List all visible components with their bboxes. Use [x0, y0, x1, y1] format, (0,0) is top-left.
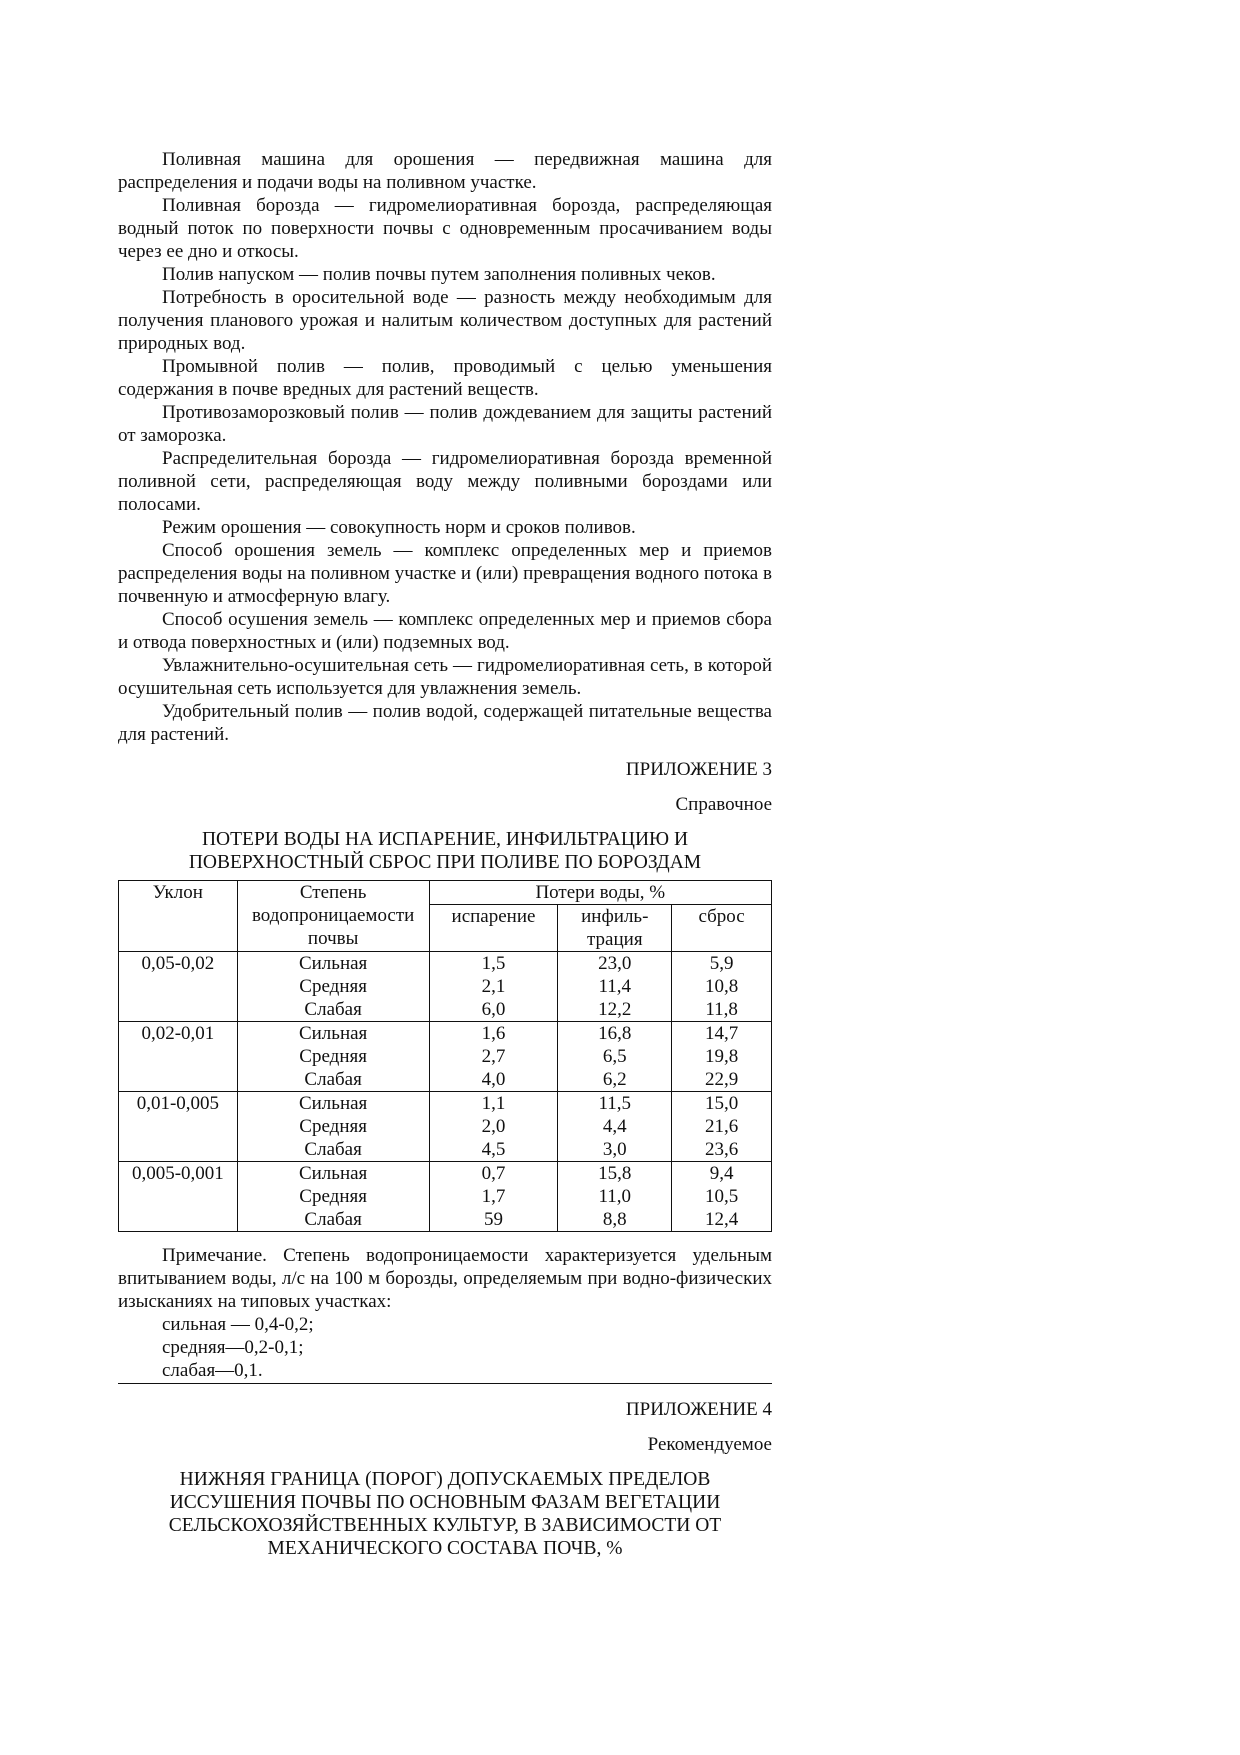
appendix-4-heading: ПРИЛОЖЕНИЕ 4 — [625, 1399, 772, 1420]
permeability-cell: Сильная Средняя Слабая — [237, 952, 429, 1022]
slope-cell: 0,02-0,01 — [119, 1022, 238, 1092]
definition-paragraph: Режим орошения — совокупность норм и сроков поливов. — [162, 517, 636, 538]
appendix-3-kind: Справочное — [675, 794, 772, 815]
definition-paragraph: Потребность в оросительной воде — разность между необходимым для получения планового урожая и налитым количеством доступных для растений природных вод. — [118, 287, 772, 354]
definition-paragraph: Поливная машина для орошения — передвижная машина для распределения и подачи воды на поливном участке. — [118, 149, 772, 193]
horizontal-divider — [118, 1383, 772, 1384]
document-page — [118, 148, 772, 1560]
note-text: Примечание. Степень водопроницаемости характеризуется удельным впитыванием воды, л/с на 100 м борозды, определяемым при водно-физических изысканиях на типовых участках: — [118, 1245, 772, 1312]
note-item: сильная — 0,4-0,2; — [162, 1314, 314, 1335]
permeability-cell: Сильная Средняя Слабая — [237, 1022, 429, 1092]
runoff-cell: 14,7 19,8 22,9 — [672, 1022, 772, 1092]
definition-paragraph: Поливная борозда — гидромелиоративная борозда, распределяющая водный поток по поверхности почвы с одновременным просачиванием воды через ее дно и откосы. — [118, 195, 772, 262]
definition-paragraph: Промывной полив — полив, проводимый с целью уменьшения содержания в почве вредных для растений веществ. — [118, 356, 772, 400]
table-row — [119, 1162, 772, 1232]
infiltration-cell: 23,0 11,4 12,2 — [558, 952, 672, 1022]
permeability-cell: Сильная Средняя Слабая — [237, 1092, 429, 1162]
table-note — [118, 1244, 772, 1382]
header-runoff: сброс — [672, 905, 772, 952]
evaporation-cell: 1,5 2,1 6,0 — [429, 952, 558, 1022]
definition-paragraph: Увлажнительно-осушительная сеть — гидромелиоративная сеть, в которой осушительная сеть используется для увлажнения земель. — [118, 655, 772, 699]
definition-paragraph: Способ осушения земель — комплекс определенных мер и приемов сбора и отвода поверхностных и (или) подземных вод. — [118, 609, 772, 653]
definition-paragraph: Удобрительный полив — полив водой, содержащей питательные вещества для растений. — [118, 701, 772, 745]
slope-cell: 0,01-0,005 — [119, 1092, 238, 1162]
definition-paragraph: Распределительная борозда — гидромелиоративная борозда временной поливной сети, распределяющая воду между поливными бороздами или полосами. — [118, 448, 772, 515]
header-slope: Уклон — [119, 881, 238, 952]
definitions-section — [118, 148, 772, 746]
appendix-4-kind: Рекомендуемое — [647, 1434, 772, 1455]
definition-paragraph: Способ орошения земель — комплекс определенных мер и приемов распределения воды на поливном участке и (или) превращения водного потока в почвенную и атмосферную влагу. — [118, 540, 772, 607]
header-evaporation: испарение — [429, 905, 558, 952]
slope-cell: 0,005-0,001 — [119, 1162, 238, 1232]
runoff-cell: 15,0 21,6 23,6 — [672, 1092, 772, 1162]
header-infiltration: инфиль-трация — [558, 905, 672, 952]
infiltration-cell: 15,8 11,0 8,8 — [558, 1162, 672, 1232]
definition-paragraph: Полив напуском — полив почвы путем заполнения поливных чеков. — [162, 264, 716, 285]
infiltration-cell: 16,8 6,5 6,2 — [558, 1022, 672, 1092]
table-row — [119, 1022, 772, 1092]
evaporation-cell: 1,1 2,0 4,5 — [429, 1092, 558, 1162]
runoff-cell: 5,9 10,8 11,8 — [672, 952, 772, 1022]
header-water-losses: Потери воды, % — [429, 881, 771, 905]
appendix-4-title: НИЖНЯЯ ГРАНИЦА (ПОРОГ) ДОПУСКАЕМЫХ ПРЕДЕЛОВ ИССУШЕНИЯ ПОЧВЫ ПО ОСНОВНЫМ ФАЗАМ ВЕГЕТАЦИИ СЕЛЬСКОХОЗЯЙСТВЕННЫХ КУЛЬТУР, В ЗАВИСИМОСТИ ОТ МЕХАНИЧЕСКОГО СОСТАВА ПОЧВ, % — [168, 1469, 722, 1559]
evaporation-cell: 1,6 2,7 4,0 — [429, 1022, 558, 1092]
slope-cell: 0,05-0,02 — [119, 952, 238, 1022]
header-permeability: Степень водопроницаемости почвы — [237, 881, 429, 952]
note-item: слабая—0,1. — [162, 1360, 263, 1381]
table-row — [119, 1092, 772, 1162]
evaporation-cell: 0,7 1,7 59 — [429, 1162, 558, 1232]
water-losses-table — [118, 880, 772, 1232]
table-row — [119, 952, 772, 1022]
infiltration-cell: 11,5 4,4 3,0 — [558, 1092, 672, 1162]
note-item: средняя—0,2-0,1; — [162, 1337, 304, 1358]
permeability-cell: Сильная Средняя Слабая — [237, 1162, 429, 1232]
appendix-3-title: ПОТЕРИ ВОДЫ НА ИСПАРЕНИЕ, ИНФИЛЬТРАЦИЮ И ПОВЕРХНОСТНЫЙ СБРОС ПРИ ПОЛИВЕ ПО БОРОЗДАМ — [188, 829, 702, 873]
definition-paragraph: Противозаморозковый полив — полив дождеванием для защиты растений от заморозка. — [118, 402, 772, 446]
appendix-3-heading: ПРИЛОЖЕНИЕ 3 — [625, 759, 772, 780]
runoff-cell: 9,4 10,5 12,4 — [672, 1162, 772, 1232]
